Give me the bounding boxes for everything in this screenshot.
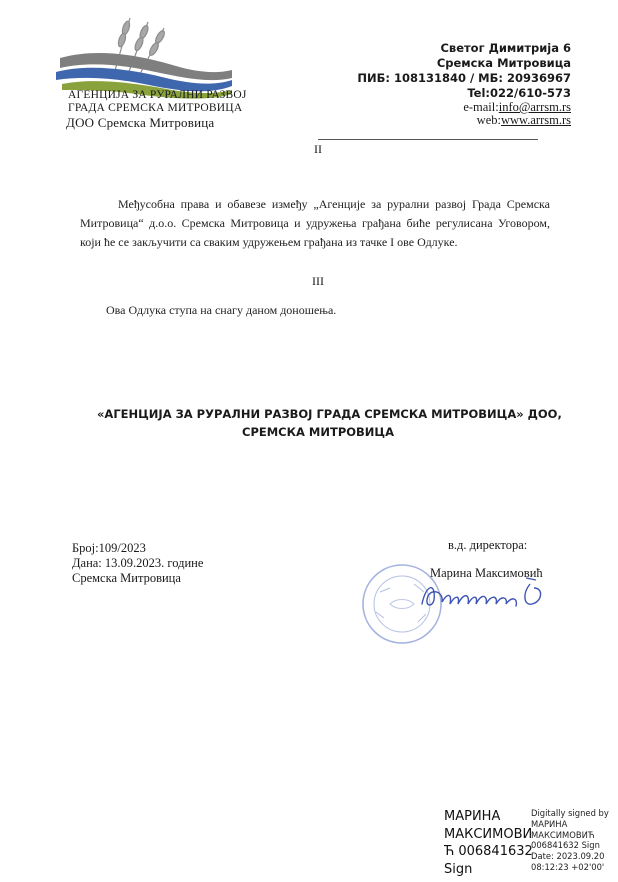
logo-text-line-1: АГЕНЦИЈА ЗА РУРАЛНИ РАЗВОЈ bbox=[68, 89, 247, 101]
document-date: Дана: 13.09.2023. године bbox=[72, 556, 204, 570]
digital-signature-detail-line: МАКСИМОВИЋ bbox=[531, 829, 595, 840]
contact-street: Светог Димитрија 6 bbox=[440, 41, 571, 55]
signatory-role: в.д. директора: bbox=[448, 538, 528, 552]
contact-web-prefix: web: bbox=[476, 113, 501, 127]
contact-email-prefix: e-mail: bbox=[463, 100, 499, 114]
digital-signature-detail-line: 006841632 Sign bbox=[531, 840, 600, 851]
digital-signature-detail-line: МАРИНА bbox=[531, 818, 568, 829]
signatory-name: Марина Максимовић bbox=[430, 566, 543, 580]
contact-web-link[interactable]: www.arrsm.rs bbox=[500, 113, 571, 127]
contact-city: Сремска Митровица bbox=[436, 56, 571, 70]
digital-signature-detail-line: 08:12:23 +02'00' bbox=[531, 861, 605, 872]
digital-signature-name-line: Sign bbox=[444, 861, 473, 877]
contact-tax-ids: ПИБ: 108131840 / МБ: 20936967 bbox=[357, 71, 571, 85]
contact-email-link[interactable]: info@arrsm.rs bbox=[498, 100, 571, 114]
digital-signature-detail-line: Date: 2023.09.20 bbox=[531, 851, 605, 862]
section-2-paragraph: Међусобна права и обавезе између „Агенције за рурални развој Града Сремска Митровица“ д.о.о. Сремска Митровица и удружења грађана биће регулисана Уговором, који ће се закључити са сваким удружењем грађана из тачке I ове Одлуке. bbox=[80, 197, 550, 249]
digital-signature-detail-line: Digitally signed by bbox=[531, 808, 609, 818]
digital-signature-name-line: Ћ 006841632 bbox=[444, 844, 533, 859]
section-heading-2: II bbox=[314, 142, 322, 156]
logo-text-line-3: ДОО Сремска Митровица bbox=[66, 115, 215, 130]
document-place: Сремска Митровица bbox=[72, 571, 181, 585]
digital-signature-name bbox=[444, 808, 533, 878]
contact-web-row bbox=[477, 113, 571, 128]
contact-phone: Tel:022/610-573 bbox=[467, 86, 571, 100]
document-number: Број:109/2023 bbox=[72, 541, 146, 555]
header-divider bbox=[318, 139, 538, 140]
digital-signature-name-line: МАКСИМОВИ bbox=[444, 826, 533, 842]
section-3-paragraph: Ова Одлука ступа на снагу даном доношења. bbox=[106, 303, 337, 317]
section-heading-3: III bbox=[312, 274, 324, 288]
organization-name-line-2: СРЕМСКА МИТРОВИЦА bbox=[242, 425, 394, 439]
logo-text-line-2: ГРАДА СРЕМСКА МИТРОВИЦА bbox=[68, 102, 243, 114]
digital-signature-details bbox=[531, 808, 609, 873]
digital-signature-name-line: МАРИНА bbox=[444, 809, 501, 824]
organization-name-line-1: «АГЕНЦИЈА ЗА РУРАЛНИ РАЗВОЈ ГРАДА СРЕМСКА МИТРОВИЦА» ДОО, bbox=[97, 407, 562, 421]
handwritten-signature-icon bbox=[418, 574, 556, 614]
